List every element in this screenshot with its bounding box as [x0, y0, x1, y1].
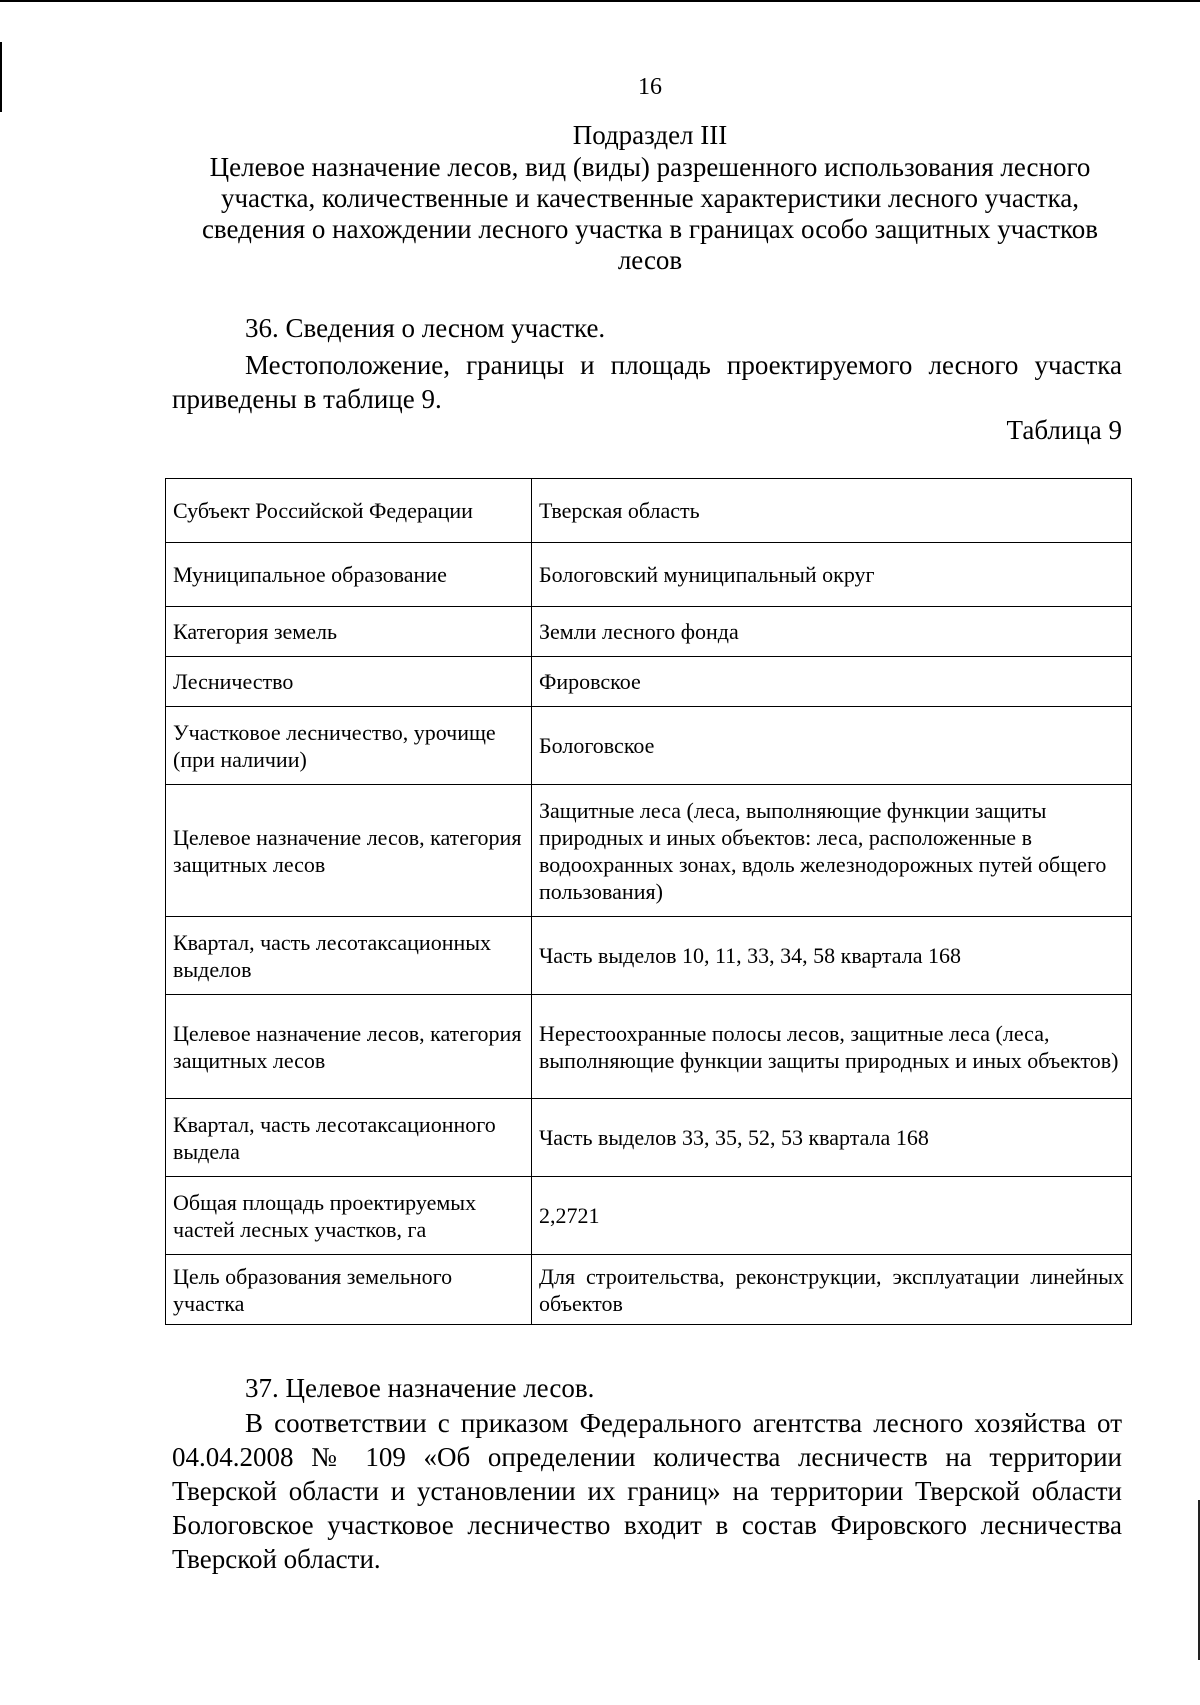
row-value: Фировское [532, 657, 1132, 707]
row-value: Часть выделов 33, 35, 52, 53 квартала 168 [532, 1099, 1132, 1177]
row-value: Для строительства, реконструкции, эксплуатации линейных объектов [532, 1255, 1132, 1325]
table-row [166, 917, 1132, 995]
row-value: Тверская область [532, 479, 1132, 543]
section-37-text: В соответствии с приказом Федерального агентства лесного хозяйства от 04.04.2008 № 109 «Об определении количества лесничеств на территории Тверской области и установлении их границ» на территории Тверской области Бологовское участковое лесничество входит в состав Фировского лесничества Тверской области. [172, 1408, 1122, 1574]
forest-plot-table [165, 478, 1132, 1325]
row-value: Земли лесного фонда [532, 607, 1132, 657]
section-37-title: 37. Целевое назначение лесов. [245, 1373, 595, 1403]
subsection-title: Подраздел III [572, 120, 728, 150]
table-row [166, 785, 1132, 917]
row-value: Бологовский муниципальный округ [532, 543, 1132, 607]
row-value: Бологовское [532, 707, 1132, 785]
row-label: Лесничество [166, 657, 532, 707]
section-heading: Целевое назначение лесов, вид (виды) разрешенного использования лесного участка, количественные и качественные характеристики лесного участка, сведения о нахождении лесного участка в границах особо защитных участков лесов [201, 152, 1099, 275]
table-row [166, 543, 1132, 607]
section-36-title: 36. Сведения о лесном участке. [245, 313, 606, 343]
page-number: 16 [638, 74, 662, 100]
row-label: Квартал, часть лесотаксационных выделов [166, 917, 532, 995]
row-value: 2,2721 [532, 1177, 1132, 1255]
table-row [166, 995, 1132, 1099]
row-label: Целевое назначение лесов, категория защитных лесов [166, 995, 532, 1099]
table-row [166, 607, 1132, 657]
row-label: Целевое назначение лесов, категория защитных лесов [166, 785, 532, 917]
table-row [166, 707, 1132, 785]
table-row [166, 479, 1132, 543]
table-row [166, 1177, 1132, 1255]
row-label: Цель образования земельного участка [166, 1255, 532, 1325]
row-value: Нерестоохранные полосы лесов, защитные леса (леса, выполняющие функции защиты природных и иных объектов) [532, 995, 1132, 1099]
table-caption: Таблица 9 [1006, 415, 1122, 445]
row-label: Категория земель [166, 607, 532, 657]
scan-edge-top [0, 0, 1200, 2]
row-label: Участковое лесничество, урочище (при наличии) [166, 707, 532, 785]
row-label: Муниципальное образование [166, 543, 532, 607]
row-label: Общая площадь проектируемых частей лесных участков, га [166, 1177, 532, 1255]
section-36-text: Местоположение, границы и площадь проектируемого лесного участка приведены в таблице 9. [172, 350, 1122, 414]
row-label: Субъект Российской Федерации [166, 479, 532, 543]
table-row [166, 657, 1132, 707]
table-row [166, 1255, 1132, 1325]
row-label: Квартал, часть лесотаксационного выдела [166, 1099, 532, 1177]
table-row [166, 1099, 1132, 1177]
row-value: Защитные леса (леса, выполняющие функции защиты природных и иных объектов: леса, расположенные в водоохранных зонах, вдоль железнодорожных путей общего пользования) [532, 785, 1132, 917]
row-value: Часть выделов 10, 11, 33, 34, 58 квартала 168 [532, 917, 1132, 995]
